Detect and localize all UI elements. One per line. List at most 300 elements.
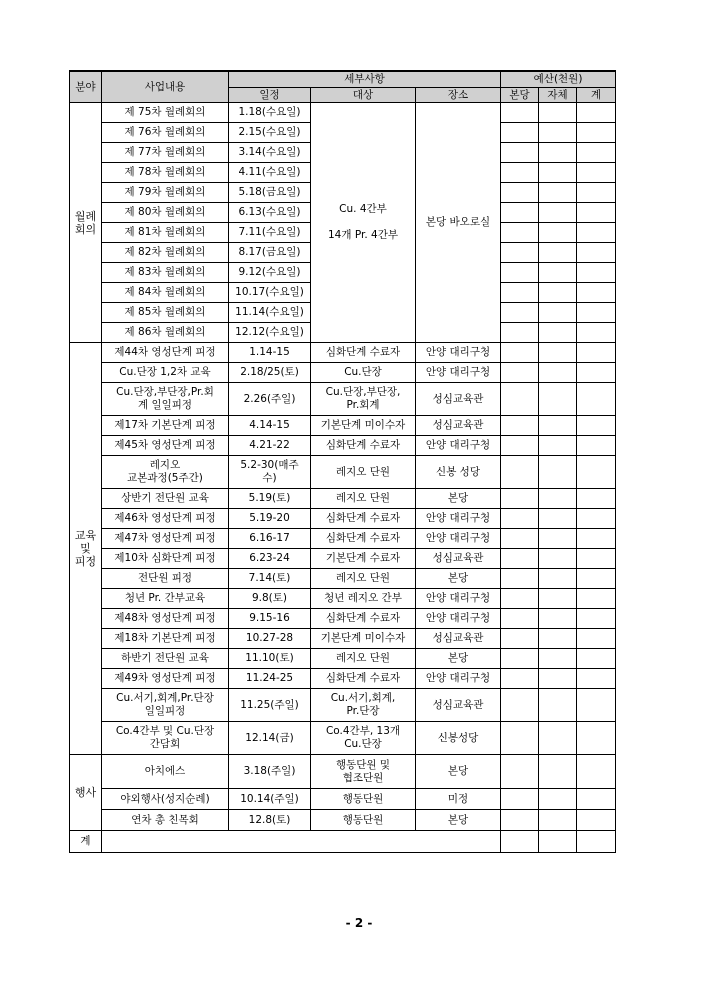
- project-cell: [102, 722, 229, 755]
- cell-text: 연차 총 친목회: [131, 813, 199, 826]
- project-cell: 제 85차 월례회의: [102, 303, 229, 323]
- cell-text: 레지오 단원: [335, 465, 391, 478]
- budget-total-cell: [577, 589, 616, 609]
- table-row: [70, 649, 616, 669]
- budget-hq-cell: [501, 123, 539, 143]
- budget-total-cell: [577, 549, 616, 569]
- table-row: [70, 489, 616, 509]
- schedule-cell: [229, 722, 311, 755]
- project-cell: 제 78차 월례회의: [102, 163, 229, 183]
- budget-hq-cell: [501, 263, 539, 283]
- cell-text: 6.23-24: [249, 552, 290, 564]
- target-cell: [311, 456, 416, 489]
- place-cell: 본당: [416, 649, 501, 669]
- cell-text: 상반기 전단원 교육: [121, 492, 209, 504]
- schedule-cell: 1.18(수요일): [229, 103, 311, 123]
- budget-total-cell: [577, 183, 616, 203]
- header-budget-self: 자체: [539, 88, 577, 103]
- budget-total-cell: [577, 323, 616, 343]
- budget-total-cell: [577, 383, 616, 416]
- cell-text: Cu.단장,부단장,: [325, 386, 401, 398]
- schedule-cell: [229, 649, 311, 669]
- cell-text: 수): [262, 472, 277, 484]
- schedule-cell: 8.17(금요일): [229, 243, 311, 263]
- cell-text: Cu.서기,회계,Pr.단장: [116, 692, 214, 704]
- budget-self-cell: [539, 103, 577, 123]
- cell-text: 제46차 영성단계 피정: [114, 512, 216, 524]
- schedule-cell: [229, 489, 311, 509]
- budget-self-cell: [539, 143, 577, 163]
- target-cell: [311, 383, 416, 416]
- budget-self-cell: [539, 509, 577, 529]
- project-cell: [102, 629, 229, 649]
- table-row: [70, 509, 616, 529]
- cell-text: 행동단원 및: [335, 758, 391, 771]
- cell-text: 심화단계 수료자: [325, 439, 401, 451]
- header-target: 대상: [311, 88, 416, 103]
- cell-text: 9.15-16: [249, 612, 290, 624]
- annual-plan-table: [69, 70, 616, 853]
- place-cell: 본당: [416, 569, 501, 589]
- budget-hq-cell: [501, 363, 539, 383]
- schedule-cell: 2.15(수요일): [229, 123, 311, 143]
- project-cell: [102, 529, 229, 549]
- category-label: 교육: [74, 529, 97, 542]
- cell-text: Cu.서기,회계,: [330, 692, 396, 704]
- schedule-cell: [229, 629, 311, 649]
- budget-self-cell: [539, 363, 577, 383]
- header-category: 분야: [70, 71, 102, 103]
- schedule-cell: [229, 343, 311, 363]
- budget-self-cell: [539, 263, 577, 283]
- schedule-cell: [229, 416, 311, 436]
- budget-self-cell: [539, 669, 577, 689]
- table-row: [70, 589, 616, 609]
- project-cell: 제 75차 월례회의: [102, 103, 229, 123]
- project-cell: 제 82차 월례회의: [102, 243, 229, 263]
- budget-hq-cell: [501, 303, 539, 323]
- table-row: [70, 789, 616, 810]
- place-cell: 안양 대리구청: [416, 363, 501, 383]
- budget-self-cell: [539, 323, 577, 343]
- cell-text: Pr.단장: [346, 705, 380, 717]
- table-row: [70, 103, 616, 123]
- cell-text: 심화단계 수료자: [325, 672, 401, 684]
- project-cell: [102, 343, 229, 363]
- cell-text: 일일피정: [144, 705, 186, 717]
- place-cell: 성심교육관: [416, 549, 501, 569]
- budget-total-cell: [577, 416, 616, 436]
- schedule-cell: [229, 609, 311, 629]
- target-cell: [311, 436, 416, 456]
- project-cell: [102, 509, 229, 529]
- project-cell: 제 79차 월례회의: [102, 183, 229, 203]
- budget-hq-cell: [501, 416, 539, 436]
- budget-hq-cell: [501, 143, 539, 163]
- project-cell: 제 77차 월례회의: [102, 143, 229, 163]
- cell-text: 심화단계 수료자: [325, 532, 401, 544]
- target-cell: [311, 589, 416, 609]
- budget-self-cell: [539, 243, 577, 263]
- project-cell: 제 80차 월례회의: [102, 203, 229, 223]
- cell-text: 행동단원: [342, 792, 384, 805]
- schedule-cell: 7.11(수요일): [229, 223, 311, 243]
- schedule-cell: 3.14(수요일): [229, 143, 311, 163]
- budget-self-cell: [539, 123, 577, 143]
- place-cell: 성심교육관: [416, 689, 501, 722]
- budget-self-cell: [539, 456, 577, 489]
- cell-text: 6.16-17: [249, 532, 290, 544]
- budget-total-cell: [577, 569, 616, 589]
- budget-self-cell: [539, 549, 577, 569]
- budget-hq-cell: [501, 383, 539, 416]
- header-budget-hq: 본당: [501, 88, 539, 103]
- cell-text: 9.8(토): [251, 592, 288, 604]
- target-cell: [311, 649, 416, 669]
- budget-hq-cell: [501, 649, 539, 669]
- cell-text: 제17차 기본단계 피정: [114, 419, 216, 431]
- project-cell: [102, 456, 229, 489]
- target-cell: [311, 103, 416, 343]
- cell-text: 레지오: [149, 459, 181, 471]
- budget-hq-cell: [501, 223, 539, 243]
- budget-hq-cell: [501, 669, 539, 689]
- cell-text: 제45차 영성단계 피정: [114, 439, 216, 451]
- target-cell: [311, 416, 416, 436]
- project-cell: [102, 383, 229, 416]
- target-cell: [311, 343, 416, 363]
- table-row: [70, 755, 616, 789]
- budget-self-cell: [539, 831, 577, 853]
- project-cell: [102, 589, 229, 609]
- budget-total-cell: [577, 789, 616, 810]
- budget-total-cell: [577, 243, 616, 263]
- budget-hq-cell: [501, 243, 539, 263]
- table-row: [70, 416, 616, 436]
- budget-self-cell: [539, 436, 577, 456]
- cell-text: 아치에스: [144, 765, 186, 777]
- header-details: 세부사항: [229, 71, 501, 88]
- project-cell: [102, 436, 229, 456]
- cell-text: 14개 Pr. 4간부: [328, 229, 398, 241]
- schedule-cell: [229, 789, 311, 810]
- place-cell: 신봉성당: [416, 722, 501, 755]
- schedule-cell: [229, 363, 311, 383]
- schedule-cell: [229, 456, 311, 489]
- category-label: 및: [80, 542, 91, 555]
- budget-total-cell: [577, 283, 616, 303]
- schedule-cell: [229, 669, 311, 689]
- place-cell: 본당: [416, 755, 501, 789]
- budget-total-cell: [577, 456, 616, 489]
- budget-hq-cell: [501, 489, 539, 509]
- project-cell: [102, 489, 229, 509]
- header-project: 사업내용: [102, 71, 229, 103]
- table-row: [70, 436, 616, 456]
- project-cell: [102, 569, 229, 589]
- budget-total-cell: [577, 722, 616, 755]
- budget-hq-cell: [501, 283, 539, 303]
- table-row: [70, 609, 616, 629]
- schedule-cell: [229, 569, 311, 589]
- budget-hq-cell: [501, 456, 539, 489]
- cell-text: Cu.단장,부단장,Pr.회: [116, 386, 214, 398]
- budget-total-cell: [577, 303, 616, 323]
- budget-hq-cell: [501, 589, 539, 609]
- target-cell: [311, 549, 416, 569]
- budget-hq-cell: [501, 629, 539, 649]
- table-row: [70, 669, 616, 689]
- budget-self-cell: [539, 203, 577, 223]
- budget-total-cell: [577, 649, 616, 669]
- budget-hq-cell: [501, 689, 539, 722]
- budget-total-cell: [577, 509, 616, 529]
- project-cell: 제 81차 월례회의: [102, 223, 229, 243]
- cell-text: 4.14-15: [249, 419, 290, 431]
- cell-text: Co.4간부 및 Cu.단장: [115, 725, 215, 737]
- cell-text: 기본단계 미이수자: [320, 419, 406, 431]
- table-row: [70, 810, 616, 831]
- cell-text: 2.26(주일): [243, 392, 296, 405]
- budget-total-cell: [577, 629, 616, 649]
- table-row: [70, 689, 616, 722]
- cell-text: Cu.단장: [344, 366, 382, 378]
- budget-hq-cell: [501, 163, 539, 183]
- cell-text: 전단원 피정: [137, 572, 193, 584]
- budget-self-cell: [539, 810, 577, 831]
- cell-text: Cu.단장 1,2차 교육: [119, 366, 211, 378]
- budget-total-cell: [577, 143, 616, 163]
- header-place: 장소: [416, 88, 501, 103]
- budget-total-cell: [577, 755, 616, 789]
- budget-hq-cell: [501, 789, 539, 810]
- cell-text: 제48차 영성단계 피정: [114, 612, 216, 624]
- total-row: [70, 831, 616, 853]
- project-cell: [102, 609, 229, 629]
- project-cell: 제 86차 월례회의: [102, 323, 229, 343]
- budget-total-cell: [577, 103, 616, 123]
- header-schedule: 일정: [229, 88, 311, 103]
- schedule-cell: 11.14(수요일): [229, 303, 311, 323]
- cell-text: 4.21-22: [249, 439, 290, 451]
- schedule-cell: 6.13(수요일): [229, 203, 311, 223]
- target-cell: [311, 755, 416, 789]
- cell-text: 청년 레지오 간부: [324, 592, 402, 604]
- project-cell: [102, 755, 229, 789]
- header-budget-total: 계: [577, 88, 616, 103]
- cell-text: 5.19-20: [249, 512, 290, 524]
- target-cell: [311, 363, 416, 383]
- budget-hq-cell: [501, 569, 539, 589]
- cell-text: Pr.회계: [346, 399, 380, 411]
- place-cell: 성심교육관: [416, 383, 501, 416]
- budget-hq-cell: [501, 323, 539, 343]
- table-row: [70, 629, 616, 649]
- budget-self-cell: [539, 529, 577, 549]
- cell-text: 심화단계 수료자: [325, 512, 401, 524]
- target-cell: [311, 689, 416, 722]
- table-header: [70, 71, 616, 103]
- table-row: [70, 383, 616, 416]
- cell-text: 10.27-28: [245, 632, 294, 644]
- table-row: [70, 549, 616, 569]
- project-cell: 제 84차 월례회의: [102, 283, 229, 303]
- budget-total-cell: [577, 343, 616, 363]
- cell-text: 레지오 단원: [335, 492, 391, 504]
- budget-total-cell: [577, 203, 616, 223]
- cell-text: 간담회: [149, 738, 181, 750]
- table-row: [70, 363, 616, 383]
- project-cell: [102, 416, 229, 436]
- cell-text: 11.24-25: [245, 672, 294, 684]
- page-number: - 2 -: [345, 916, 373, 930]
- table-row: [70, 456, 616, 489]
- budget-self-cell: [539, 609, 577, 629]
- budget-self-cell: [539, 223, 577, 243]
- project-cell: [102, 549, 229, 569]
- cell-text: Co.4간부, 13개: [325, 725, 401, 737]
- schedule-cell: 10.17(수요일): [229, 283, 311, 303]
- target-cell: [311, 789, 416, 810]
- schedule-cell: [229, 549, 311, 569]
- target-cell: [311, 722, 416, 755]
- place-cell: 안양 대리구청: [416, 589, 501, 609]
- budget-hq-cell: [501, 343, 539, 363]
- place-cell: 본당: [416, 489, 501, 509]
- cell-text: 레지오 단원: [335, 652, 391, 664]
- budget-self-cell: [539, 163, 577, 183]
- project-cell: 제 76차 월례회의: [102, 123, 229, 143]
- table-row: [70, 569, 616, 589]
- budget-total-cell: [577, 263, 616, 283]
- target-cell: [311, 509, 416, 529]
- target-cell: [311, 629, 416, 649]
- cell-text: 야외행사(성지순례): [120, 792, 210, 805]
- budget-hq-cell: [501, 436, 539, 456]
- category-label: 피정: [74, 555, 97, 568]
- category-label: 월례: [74, 209, 97, 223]
- schedule-cell: [229, 529, 311, 549]
- budget-hq-cell: [501, 103, 539, 123]
- budget-hq-cell: [501, 831, 539, 853]
- schedule-cell: [229, 509, 311, 529]
- budget-total-cell: [577, 163, 616, 183]
- budget-total-cell: [577, 363, 616, 383]
- budget-self-cell: [539, 183, 577, 203]
- table-row: [70, 529, 616, 549]
- place-cell: 본당: [416, 810, 501, 831]
- budget-self-cell: [539, 416, 577, 436]
- budget-self-cell: [539, 755, 577, 789]
- cell-text: 12.8(토): [248, 813, 291, 826]
- cell-text: 제10차 심화단계 피정: [114, 552, 216, 564]
- budget-hq-cell: [501, 203, 539, 223]
- place-cell: 안양 대리구청: [416, 609, 501, 629]
- place-cell: 안양 대리구청: [416, 509, 501, 529]
- budget-self-cell: [539, 589, 577, 609]
- cell-text: 제44차 영성단계 피정: [114, 346, 216, 358]
- cell-text: 2.18/25(토): [240, 366, 299, 378]
- schedule-cell: [229, 436, 311, 456]
- budget-total-cell: [577, 436, 616, 456]
- budget-self-cell: [539, 722, 577, 755]
- cell-text: 12.14(금): [245, 731, 294, 744]
- budget-hq-cell: [501, 755, 539, 789]
- place-cell: 본당 바오로실: [416, 103, 501, 343]
- table-body: [70, 103, 616, 853]
- budget-total-cell: [577, 489, 616, 509]
- total-label: 계: [70, 831, 102, 853]
- budget-total-cell: [577, 609, 616, 629]
- schedule-cell: [229, 810, 311, 831]
- place-cell: 신봉 성당: [416, 456, 501, 489]
- target-cell: [311, 569, 416, 589]
- budget-total-cell: [577, 223, 616, 243]
- budget-self-cell: [539, 789, 577, 810]
- target-cell: [311, 529, 416, 549]
- budget-total-cell: [577, 123, 616, 143]
- place-cell: 안양 대리구청: [416, 669, 501, 689]
- cell-text: 제18차 기본단계 피정: [114, 632, 216, 644]
- category-monthly-meeting: [70, 103, 102, 343]
- place-cell: 미정: [416, 789, 501, 810]
- place-cell: 안양 대리구청: [416, 529, 501, 549]
- cell-text: 제49차 영성단계 피정: [114, 672, 216, 684]
- header-budget: 예산(천원): [501, 71, 616, 88]
- cell-text: 5.19(토): [248, 492, 291, 504]
- cell-text: 레지오 단원: [335, 572, 391, 584]
- budget-self-cell: [539, 569, 577, 589]
- cell-text: 11.10(토): [245, 652, 294, 664]
- schedule-cell: [229, 589, 311, 609]
- cell-text: 심화단계 수료자: [325, 346, 401, 358]
- project-cell: [102, 649, 229, 669]
- schedule-cell: 4.11(수요일): [229, 163, 311, 183]
- budget-hq-cell: [501, 810, 539, 831]
- cell-text: Cu.단장: [344, 738, 382, 750]
- cell-text: Cu. 4간부: [339, 203, 387, 215]
- budget-self-cell: [539, 689, 577, 722]
- cell-text: 11.25(주일): [240, 698, 299, 711]
- budget-hq-cell: [501, 183, 539, 203]
- budget-total-cell: [577, 831, 616, 853]
- budget-self-cell: [539, 343, 577, 363]
- cell-text: 행동단원: [342, 813, 384, 826]
- project-cell: 제 83차 월례회의: [102, 263, 229, 283]
- budget-hq-cell: [501, 549, 539, 569]
- budget-hq-cell: [501, 529, 539, 549]
- budget-self-cell: [539, 629, 577, 649]
- cell-text: 기본단계 수료자: [325, 552, 401, 564]
- budget-self-cell: [539, 489, 577, 509]
- category-education: [70, 343, 102, 755]
- table-row: [70, 343, 616, 363]
- schedule-cell: [229, 383, 311, 416]
- budget-hq-cell: [501, 509, 539, 529]
- project-cell: [102, 789, 229, 810]
- budget-hq-cell: [501, 722, 539, 755]
- cell-text: 교본과정(5주간): [127, 472, 203, 484]
- cell-text: 하반기 전단원 교육: [121, 652, 209, 664]
- cell-text: 5.2-30(매주: [240, 459, 299, 471]
- project-cell: [102, 669, 229, 689]
- cell-text: 10.14(주일): [240, 792, 299, 805]
- table-row: [70, 722, 616, 755]
- cell-text: 협조단원: [342, 771, 384, 784]
- budget-self-cell: [539, 283, 577, 303]
- schedule-cell: [229, 755, 311, 789]
- cell-text: 심화단계 수료자: [325, 612, 401, 624]
